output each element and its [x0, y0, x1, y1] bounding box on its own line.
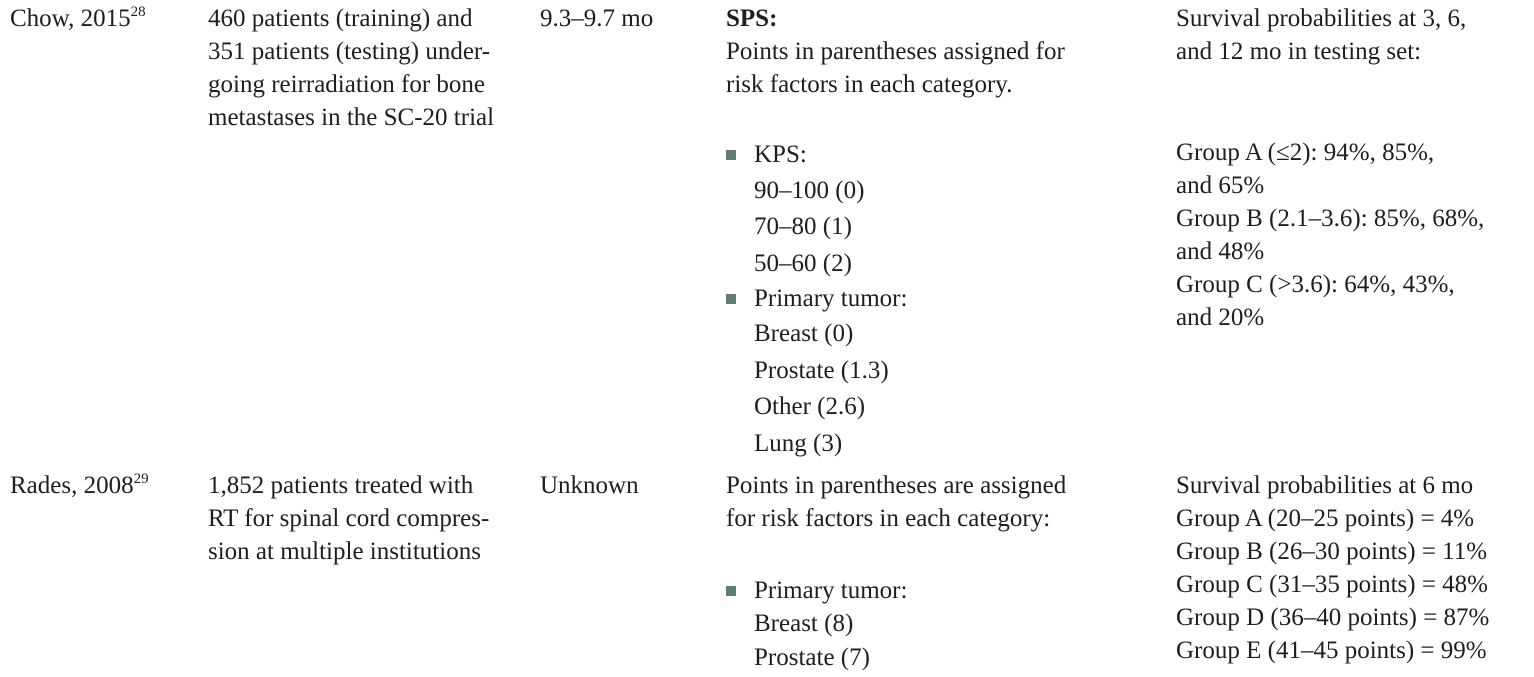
outcome-group-line: Group B (2.1–3.6): 85%, 68%, [1176, 205, 1485, 232]
study-name: Rades, 2008 [10, 472, 134, 499]
table-cell-outcome-2 [1176, 469, 1489, 667]
median-survival: Unknown [540, 472, 639, 499]
factor-label: KPS: [754, 141, 807, 168]
factor-item: Other (2.6) [754, 393, 866, 420]
square-bullet-icon [726, 150, 736, 160]
factor-label: Primary tumor: [754, 577, 908, 604]
table-cell-median-survival-2 [540, 469, 639, 502]
outcome-group-line: Group E (41–45 points) = 99% [1176, 637, 1487, 664]
model-intro-line: Points in parentheses are assigned [726, 472, 1067, 499]
outcome-group-line: Group A (≤2): 94%, 85%, [1176, 139, 1435, 166]
model-intro-line: for risk factors in each category: [726, 505, 1051, 532]
table-cell-study-1 [10, 2, 146, 35]
outcome-intro-line: and 12 mo in testing set: [1176, 38, 1422, 65]
factor-item: Breast (0) [754, 320, 854, 347]
table-cell-population-2 [208, 469, 489, 568]
factor-item: 90–100 (0) [754, 177, 865, 204]
factor-item: 70–80 (1) [754, 213, 852, 240]
population-line: metastases in the SC-20 trial [208, 104, 495, 131]
outcome-group-line: and 48% [1176, 238, 1265, 265]
population-line: going reirradiation for bone [208, 71, 485, 98]
factor-item: Lung (3) [754, 430, 843, 457]
factor-label: Primary tumor: [754, 285, 908, 312]
median-survival: 9.3–9.7 mo [540, 5, 654, 32]
square-bullet-icon [726, 586, 736, 596]
outcome-intro-line: Survival probabilities at 3, 6, [1176, 5, 1467, 32]
table-cell-population-1 [208, 2, 494, 134]
outcome-group-line: Group C (31–35 points) = 48% [1176, 571, 1488, 598]
reference-superscript: 28 [130, 3, 146, 20]
table-cell-model-1 [726, 2, 1166, 462]
factor-item: Prostate (7) [754, 644, 870, 671]
outcome-group-line: Group B (26–30 points) = 11% [1176, 538, 1488, 565]
population-line: 460 patients (training) and [208, 5, 473, 32]
factor-item: Breast (8) [754, 610, 854, 637]
reference-superscript: 29 [133, 470, 149, 487]
table-cell-outcome-groups-1 [1176, 136, 1484, 334]
model-intro-line: risk factors in each category. [726, 71, 1013, 98]
factor-item: Prostate (1.3) [754, 357, 889, 384]
outcome-group-line: Group C (>3.6): 64%, 43%, [1176, 271, 1455, 298]
outcome-group-line: Group A (20–25 points) = 4% [1176, 505, 1475, 532]
table-cell-model-2 [726, 469, 1166, 674]
factor-item: 50–60 (2) [754, 250, 852, 277]
population-line: RT for spinal cord compres- [208, 505, 490, 532]
table-cell-outcome-1 [1176, 2, 1466, 68]
model-heading: SPS: [726, 5, 778, 32]
population-line: 1,852 patients treated with [208, 472, 474, 499]
outcome-group-line: Group D (36–40 points) = 87% [1176, 604, 1490, 631]
model-intro-line: Points in parentheses assigned for [726, 38, 1065, 65]
square-bullet-icon [726, 294, 736, 304]
population-line: sion at multiple institutions [208, 538, 481, 565]
outcome-group-line: and 65% [1176, 172, 1265, 199]
outcome-group-line: Survival probabilities at 6 mo [1176, 472, 1474, 499]
table-cell-median-survival-1 [540, 2, 653, 35]
outcome-group-line: and 20% [1176, 304, 1265, 331]
study-name: Chow, 2015 [10, 5, 131, 32]
table-cell-study-2 [10, 469, 149, 502]
population-line: 351 patients (testing) under- [208, 38, 491, 65]
